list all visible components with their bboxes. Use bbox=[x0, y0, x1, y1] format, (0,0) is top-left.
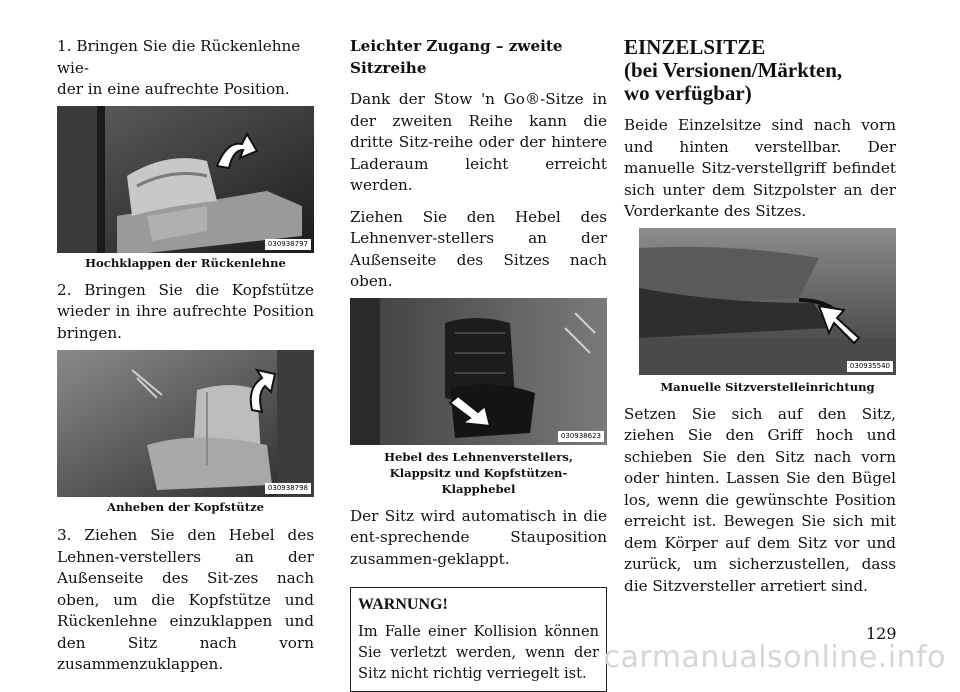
section-heading: Leichter Zugang – zweite Sitzreihe bbox=[350, 37, 563, 77]
paragraph: Der Sitz wird automatisch in die ent-sprechende Stauposition zusammen-geklappt. bbox=[350, 506, 607, 568]
watermark-text: carmanualsonline.info bbox=[603, 640, 946, 675]
page-number: 129 bbox=[866, 624, 897, 643]
step-3-text: 3. Ziehen Sie den Hebel des Lehnen-verstellers an der Außenseite des Sit-zes nach oben, um die Kopfstütze und Rückenlehne einzuklappen und den Sitz nach vorn zusammenzuklappen. bbox=[57, 526, 314, 673]
figure-caption: Anheben der Kopfstütze bbox=[106, 500, 265, 514]
figure-headrest-raise bbox=[57, 350, 314, 497]
column-2 bbox=[350, 36, 607, 692]
step-1-text: 1. Bringen Sie die Rückenlehne wie- der in eine aufrechte Position. bbox=[57, 37, 301, 98]
warning-text: Im Falle einer Kollision können Sie verletzt werden, wenn der Sitz nicht richtig verriegelt ist. bbox=[358, 623, 599, 682]
section-title-line-3: wo verfügbar) bbox=[624, 81, 752, 105]
figure-caption-line-1: Hebel des Lehnenverstellers, bbox=[384, 449, 573, 464]
paragraph: Beide Einzelsitze sind nach vorn und hinten verstellbar. Der manuelle Sitz-verstellgriff befindet sich unter dem Sitzpolster an der Vorderkante des Sitzes. bbox=[624, 116, 896, 220]
seat-adjuster-illustration bbox=[639, 228, 896, 375]
lever-illustration bbox=[350, 298, 607, 445]
watermark bbox=[0, 640, 960, 675]
figure-seatback-raise bbox=[57, 106, 314, 253]
figure-code: 030938797 bbox=[265, 239, 311, 250]
figure-caption-line-2: Klappsitz und Kopfstützen- bbox=[389, 465, 568, 480]
figure-caption-line-3: Klapphebel bbox=[441, 481, 516, 496]
figure-code: 030935540 bbox=[847, 361, 893, 372]
warning-title: WARNUNG! bbox=[358, 596, 448, 613]
paragraph: Dank der Stow 'n Go®-Sitze in der zweiten Reihe kann die dritte Sitz-reihe oder der hintere Laderaum leicht erreicht werden. bbox=[350, 90, 607, 194]
column-1 bbox=[57, 36, 314, 676]
column-3 bbox=[624, 36, 896, 597]
seat-fold-illustration bbox=[57, 106, 314, 253]
paragraph: Ziehen Sie den Hebel des Lehnenver-stellers an der Außenseite des Sitzes nach oben. bbox=[350, 207, 607, 290]
paragraph: Setzen Sie sich auf den Sitz, ziehen Sie den Griff hoch und schieben Sie den Sitz nach vorn oder hinten. Lassen Sie den Bügel los, wenn die gewünschte Position erreicht ist. Bewegen Sie sich mit dem Körper auf dem Sitz vor und zurück, um sicherzustellen, dass die Sitzversteller arretiert sind. bbox=[624, 404, 896, 595]
figure-caption: Manuelle Sitzverstelleinrichtung bbox=[660, 379, 875, 394]
section-title-line-2: (bei Versionen/Märkten, bbox=[624, 58, 843, 82]
figure-caption: Hochklappen der Rückenlehne bbox=[85, 255, 286, 270]
step-2-text: 2. Bringen Sie die Kopfstütze wieder in ihre aufrechte Position bringen. bbox=[57, 280, 314, 342]
figure-code: 030938798 bbox=[265, 483, 311, 494]
headrest-illustration bbox=[57, 350, 314, 497]
figure-code: 030938623 bbox=[558, 431, 604, 442]
figure-lever bbox=[350, 298, 607, 445]
figure-seat-adjuster bbox=[639, 228, 896, 375]
section-title-line-1: EINZELSITZE bbox=[624, 35, 766, 59]
